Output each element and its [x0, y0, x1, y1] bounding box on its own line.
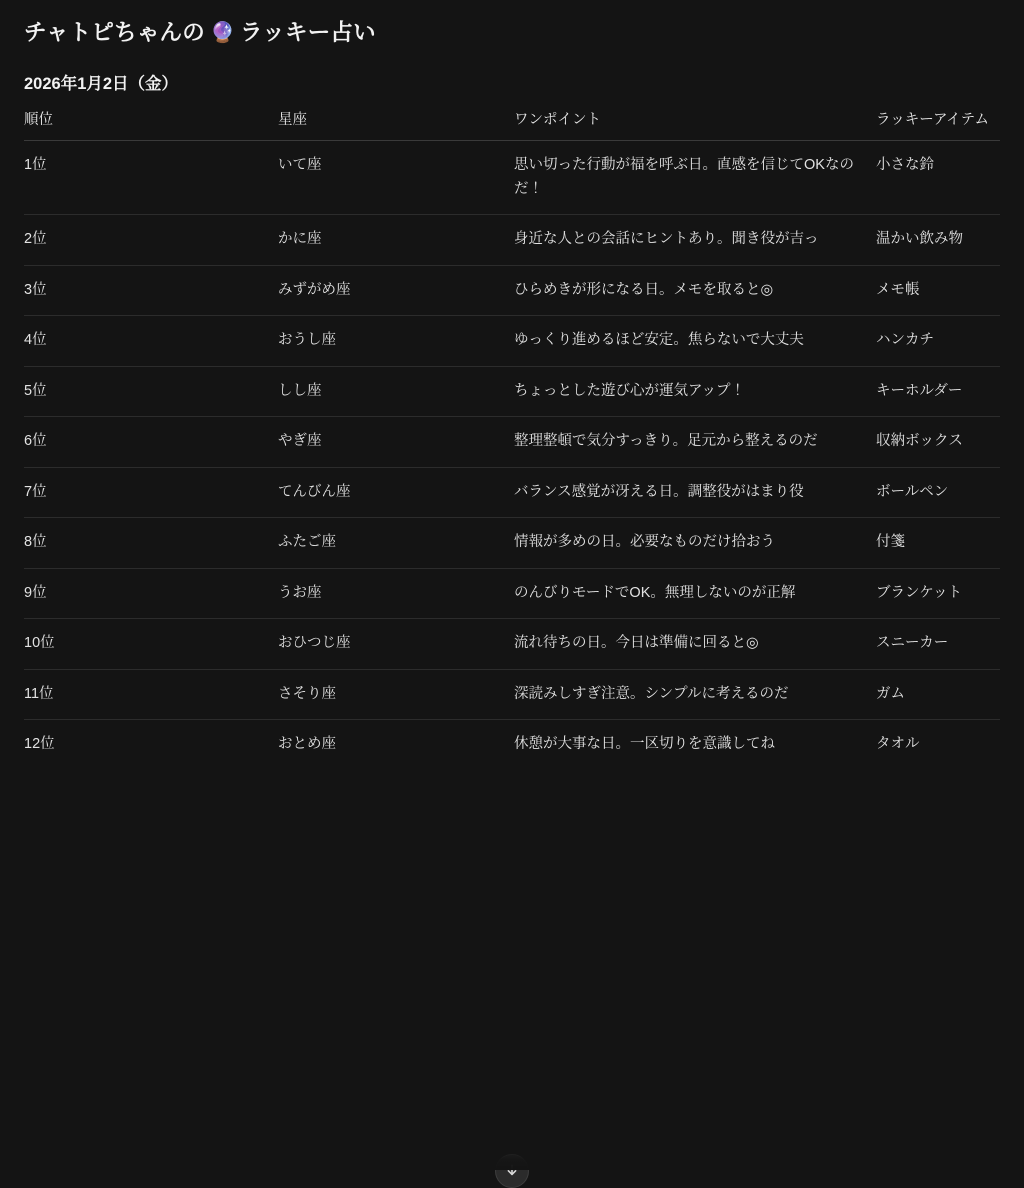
cell-item: 付箋: [876, 518, 1000, 568]
table-row: [24, 518, 1000, 568]
cell-sign: しし座: [278, 366, 514, 416]
table-row: [24, 720, 1000, 770]
cell-item: メモ帳: [876, 265, 1000, 315]
cell-point: ゆっくり進めるほど安定。焦らないで大丈夫: [514, 316, 876, 366]
cell-point: ひらめきが形になる日。メモを取ると◎: [514, 265, 876, 315]
column-header-point: ワンポイント: [514, 108, 876, 141]
cell-sign: おうし座: [278, 316, 514, 366]
cell-rank: 1位: [24, 141, 278, 215]
cell-item: 温かい飲み物: [876, 215, 1000, 265]
cell-rank: 4位: [24, 316, 278, 366]
column-header-sign: 星座: [278, 108, 514, 141]
forecast-date: 2026年1月2日（金）: [24, 75, 179, 94]
cell-rank: 8位: [24, 518, 278, 568]
cell-sign: おひつじ座: [278, 619, 514, 669]
cell-point: 情報が多めの日。必要なものだけ拾おう: [514, 518, 876, 568]
arrow-down-icon: [504, 1163, 520, 1179]
cell-point: 思い切った行動が福を呼ぶ日。直感を信じてOKなのだ！: [514, 141, 876, 215]
table-row: [24, 669, 1000, 719]
cell-item: 小さな鈴: [876, 141, 1000, 215]
table-row: [24, 141, 1000, 215]
cell-sign: ふたご座: [278, 518, 514, 568]
cell-sign: やぎ座: [278, 417, 514, 467]
cell-sign: いて座: [278, 141, 514, 215]
cell-sign: うお座: [278, 568, 514, 618]
cell-sign: さそり座: [278, 669, 514, 719]
cell-item: タオル: [876, 736, 920, 753]
cell-rank: 7位: [24, 467, 278, 517]
cell-item: ハンカチ: [876, 316, 1000, 366]
cell-point: バランス感覚が冴える日。調整役がはまり役: [514, 467, 876, 517]
table-row: [24, 417, 1000, 467]
table-body: [24, 141, 1000, 770]
page-title-prefix: チャトピちゃんの: [24, 20, 205, 45]
cell-sign: みずがめ座: [278, 265, 514, 315]
table-row: [24, 215, 1000, 265]
table-header-row: [24, 108, 1000, 141]
cell-rank: 6位: [24, 417, 278, 467]
cell-rank: 10位: [24, 619, 278, 669]
cell-sign: おとめ座: [278, 736, 336, 753]
cell-point: 休憩が大事な日。一区切りを意識してね: [514, 736, 775, 753]
cell-point: のんびりモードでOK。無理しないのが正解: [514, 568, 876, 618]
cell-rank: 3位: [24, 265, 278, 315]
page-title-suffix: ラッキー占い: [240, 20, 376, 45]
table-row: [24, 619, 1000, 669]
cell-item: ガム: [876, 669, 1000, 719]
cell-item: ボールペン: [876, 467, 1000, 517]
cell-item: キーホルダー: [876, 366, 1000, 416]
table-row: [24, 467, 1000, 517]
cell-rank: 12位: [24, 736, 55, 753]
crystal-ball-icon: 🔮: [209, 22, 236, 45]
cell-item: ブランケット: [876, 568, 1000, 618]
table-row: [24, 366, 1000, 416]
table-row: [24, 265, 1000, 315]
cell-rank: 9位: [24, 568, 278, 618]
page-title: [24, 18, 1000, 48]
table-header: [24, 108, 1000, 141]
cell-sign: てんびん座: [278, 467, 514, 517]
table-row: [24, 316, 1000, 366]
cell-rank: 11位: [24, 669, 278, 719]
column-header-rank: 順位: [24, 108, 278, 141]
cell-point: 流れ待ちの日。今日は準備に回ると◎: [514, 619, 876, 669]
cell-sign: かに座: [278, 215, 514, 265]
cell-item: スニーカー: [876, 619, 1000, 669]
fortune-table: [24, 108, 1000, 769]
cell-point: ちょっとした遊び心が運気アップ！: [514, 366, 876, 416]
column-header-item: ラッキーアイテム: [876, 108, 1000, 141]
table-row: [24, 568, 1000, 618]
cell-point: 深読みしすぎ注意。シンプルに考えるのだ: [514, 669, 876, 719]
cell-item: 収納ボックス: [876, 417, 1000, 467]
cell-point: 整理整頓で気分すっきり。足元から整えるのだ: [514, 417, 876, 467]
cell-point: 身近な人との会話にヒントあり。聞き役が吉っ: [514, 215, 876, 265]
scroll-to-bottom-button[interactable]: [495, 1154, 529, 1188]
cell-rank: 2位: [24, 215, 278, 265]
cell-rank: 5位: [24, 366, 278, 416]
